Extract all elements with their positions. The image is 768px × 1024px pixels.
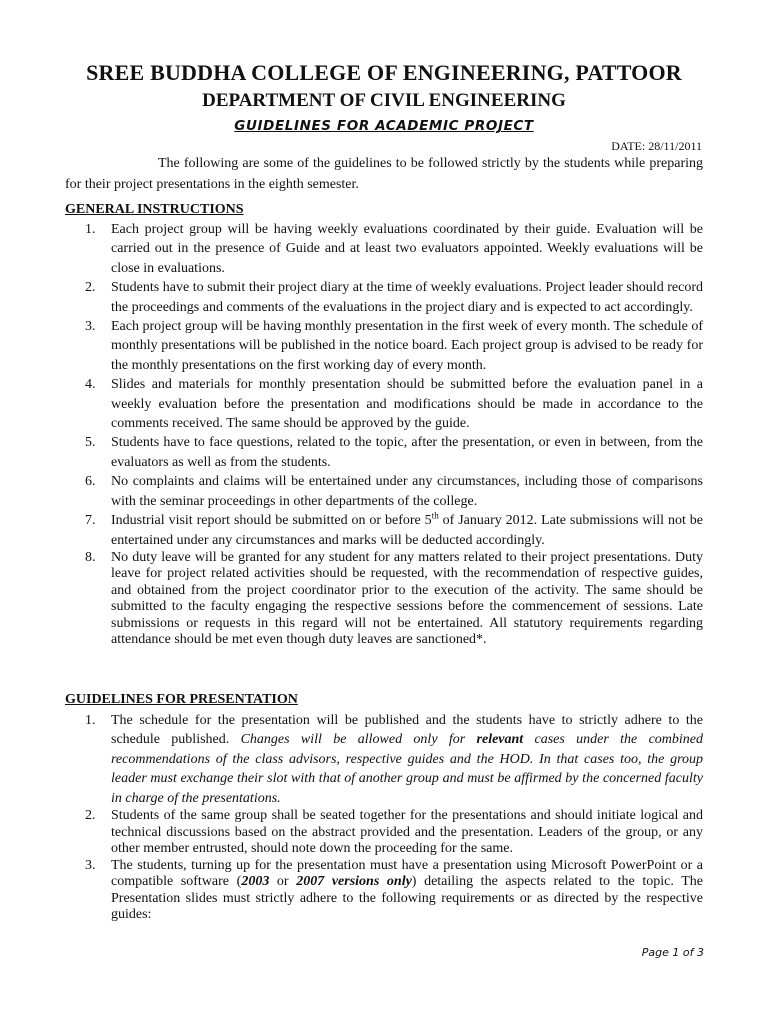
list-item: 3. The students, turning up for the presentation must have a presentation using Microsoft PowerPoint or a compatible software (2003 or 2007 versions only) detailing the aspects related to the topic. The Presentation slides must strictly adhere to the following requirements or as directed by the respective guides:: [85, 857, 704, 923]
list-item: 8. No duty leave will be granted for any student for any matters related to their project presentations. Duty leave for project related activities should be requested, with the recommendation of respective guides, and obtained from the project coordinator prior to the execution of the activity. The same should be submitted to the faculty engaging the respective sessions before the commencement of sessions. Late submissions or requests in this regard will not be entertained. All statutory requirements regarding attendance should be met even though duty leaves are sanctioned*.: [85, 549, 703, 648]
list-item: 6. No complaints and claims will be entertained under any circumstances, including those of comparisons with the seminar proceedings in other departments of the college.: [85, 474, 703, 509]
list-item: 2. Students of the same group shall be seated together for the presentations and should initiate logical and technical discussions based on the abstract provided and the presentation. Leaders of the group, or any other member entrusted, should note down the proceeding for the same.: [85, 808, 703, 857]
document-date: DATE: 28/11/2011: [611, 139, 702, 153]
department-name: DEPARTMENT OF CIVIL ENGINEERING: [202, 90, 566, 111]
page-number: Page 1 of 3: [641, 946, 704, 959]
list-item: 5. Students have to face questions, related to the topic, after the presentation, or even in between, from the evaluators as well as from the students.: [85, 435, 703, 470]
list-item: 2. Students have to submit their project diary at the time of weekly evaluations. Project leader should record the proceedings and comments of the evaluations in the project diary and is expected to act accordingly.: [85, 280, 703, 315]
presentation-guidelines-heading: GUIDELINES FOR PRESENTATION: [65, 692, 298, 707]
list-item: 1. The schedule for the presentation will be published and the students have to strictly adhere to the schedule published. Changes will be allowed only for relevant cases under the combined recommendations of the class advisors, respective guides and the HOD. In that cases too, the group leader must exchange their slot with that of another group and must be affirmed by the concerned faculty in charge of the presentations.: [85, 713, 704, 806]
general-instructions-list: [65, 220, 703, 649]
intro-paragraph: The following are some of the guidelines to be followed strictly by the students while preparing for their project presentations in the eighth semester.: [65, 156, 703, 192]
list-item: 7. Industrial visit report should be submitted on or before 5th of January 2012. Late submissions will not be entertained under any circumstances and marks will be deducted accordingly.: [85, 510, 703, 548]
list-item: 3. Each project group will be having monthly presentation in the first week of every month. The schedule of monthly presentations will be published in the notice board. Each project group is advised to be ready for the monthly presentations on the first working day of every month.: [85, 319, 703, 373]
presentation-guidelines-list: [65, 711, 703, 924]
list-item: 1. Each project group will be having weekly evaluations coordinated by their guide. Evaluation will be carried out in the presence of Guide and at least two evaluators appointed. Weekly evaluations will be close in evaluations.: [85, 222, 703, 276]
document-title: GUIDELINES FOR ACADEMIC PROJECT: [234, 118, 534, 134]
general-instructions-heading: GENERAL INSTRUCTIONS: [65, 202, 244, 217]
list-item: 4. Slides and materials for monthly presentation should be submitted before the evaluation panel in a weekly evaluation before the presentation and modifications should be made in accordance to the comments received. The same should be approved by the guide.: [85, 377, 703, 432]
college-name: SREE BUDDHA COLLEGE OF ENGINEERING, PATTOOR: [86, 60, 682, 85]
